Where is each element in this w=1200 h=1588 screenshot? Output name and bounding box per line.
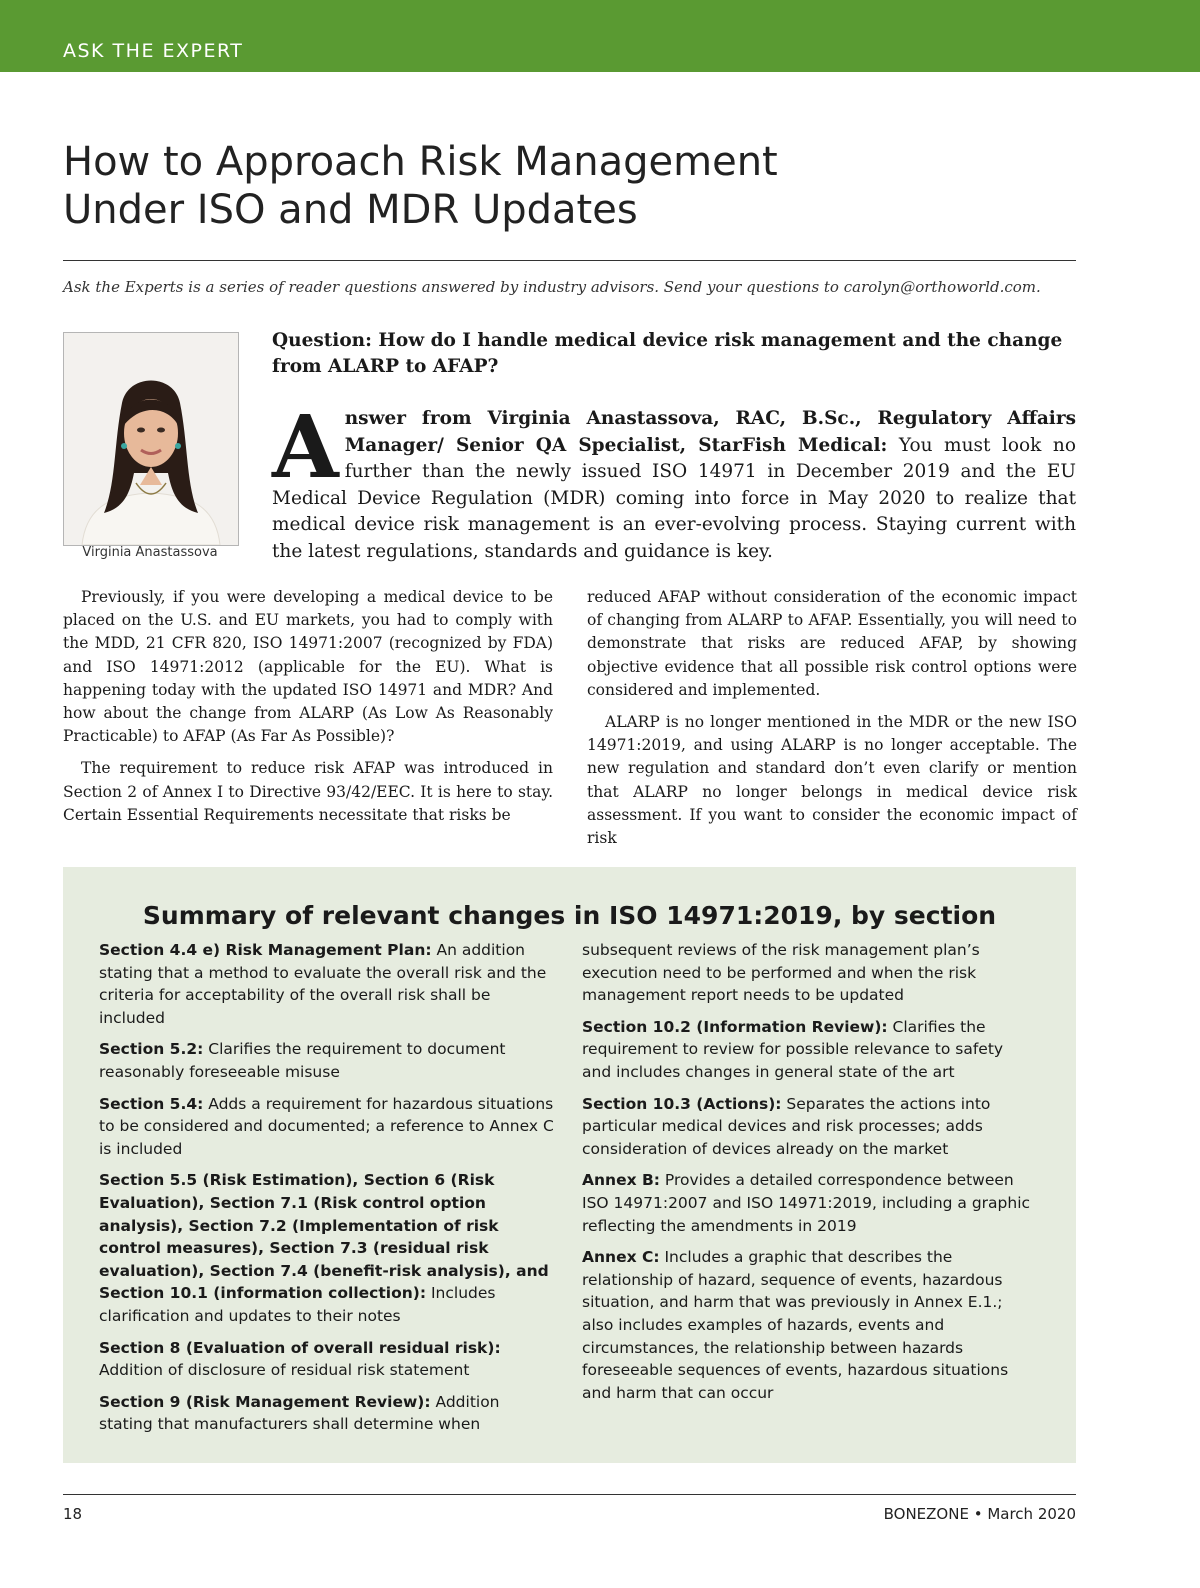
answer-lead: nswer from Virginia Anastassova, RAC, B.Sc., Regulatory Affairs Manager/ Senior QA Specialist, StarFish Medical: — [344, 408, 1076, 456]
footer-divider — [63, 1494, 1076, 1495]
drop-cap: A — [272, 397, 339, 498]
sidebar-item-text: Addition stating that manufacturers shall determine when — [99, 1392, 500, 1434]
sidebar-item-label: Section 5.5 (Risk Estimation), Section 6 (Risk Evaluation), Section 7.1 (Risk control option analysis), Section 7.2 (Implementation of risk control measures), Section 7.3 (residual risk evaluation), Section 7.4 (benefit-risk analysis), and Section 10.1 (information collection): — [99, 1171, 549, 1303]
sidebar-item — [99, 1093, 554, 1161]
body-paragraph: ALARP is no longer mentioned in the MDR or the new ISO 14971:2019, and using ALARP is no longer acceptable. The new regulation and standard don’t even clarify or mention that ALARP no longer belongs in medical device risk assessment. If you want to consider the economic impact of risk — [587, 713, 1077, 848]
summary-sidebar — [63, 867, 1076, 1463]
sidebar-item-text: Clarifies the requirement to document reasonably foreseeable misuse — [99, 1040, 506, 1081]
sidebar-column-right — [582, 939, 1037, 1413]
sidebar-item-text: Includes clarification and updates to their notes — [99, 1284, 496, 1325]
answer-body: You must look no further than the newly issued ISO 14971 in December 2019 and the EU Medical Device Regulation (MDR) coming into force in May 2020 to realize that medical device risk management is an ever-evolving process. Staying current with the latest regulations, standards and guidance is key. — [272, 434, 1076, 562]
sidebar-item-label: Section 4.4 e) Risk Management Plan: — [99, 941, 432, 959]
sidebar-item-text: Separates the actions into particular medical devices and risk processes; adds consideration of devices already on the market — [582, 1094, 991, 1158]
sidebar-item — [582, 1093, 1037, 1161]
answer-paragraph — [272, 397, 1076, 565]
sidebar-item-label: Annex C: — [582, 1248, 660, 1267]
body-column-right — [587, 586, 1077, 859]
sidebar-item-label: Section 5.2: — [99, 1040, 204, 1059]
sidebar-item — [99, 939, 554, 1029]
sidebar-continuation: subsequent reviews of the risk management plan’s execution need to be performed and when the risk management report needs to be updated — [582, 941, 980, 1005]
page-number: 18 — [63, 1505, 83, 1523]
question-text: Question: How do I handle medical device risk management and the change from ALARP to AFAP? — [272, 330, 1063, 377]
sidebar-item — [99, 1038, 554, 1083]
article-title-line-1: How to Approach Risk Management — [63, 139, 778, 185]
sidebar-item — [99, 1337, 554, 1382]
article-title-line-2: Under ISO and MDR Updates — [63, 187, 638, 233]
sidebar-item-text: An addition stating that a method to evaluate the overall risk and the criteria for acceptability of the overall risk shall be included — [99, 941, 547, 1027]
body-column-left — [63, 586, 553, 836]
sidebar-item-text: Provides a detailed correspondence between ISO 14971:2007 and ISO 14971:2019, including a graphic reflecting the amendments in 2019 — [582, 1171, 1031, 1235]
photo-caption: Virginia Anastassova — [82, 545, 218, 560]
sidebar-item-label: Section 10.2 (Information Review): — [582, 1017, 888, 1036]
sidebar-item — [582, 1016, 1037, 1084]
intro-text: Ask the Experts is a series of reader questions answered by industry advisors. Send your questions to carolyn@orthoworld.com. — [63, 278, 1041, 296]
section-banner — [0, 0, 1200, 72]
sidebar-item-label: Section 9 (Risk Management Review): — [99, 1392, 431, 1411]
sidebar-item-text: Clarifies the requirement to review for possible relevance to safety and includes changes in general state of the art — [582, 1017, 1004, 1081]
sidebar-item-text: Includes a graphic that describes the relationship of hazard, sequence of events, hazardous situation, and harm that was previously in Annex E.1.; also includes examples of hazards, events and circumstances, the relationship between hazards foreseeable sequences of events, hazardous situations and harm that can occur — [582, 1248, 1009, 1402]
publication-info: BONEZONE • March 2020 — [883, 1505, 1076, 1523]
sidebar-item-text: Addition of disclosure of residual risk statement — [99, 1361, 470, 1380]
sidebar-item-label: Annex B: — [582, 1171, 660, 1190]
article-title — [63, 138, 1076, 234]
author-photo — [63, 332, 239, 546]
sidebar-item — [582, 1246, 1037, 1404]
title-divider — [63, 260, 1076, 261]
sidebar-item-label: Section 5.4: — [99, 1094, 204, 1113]
section-label: ASK THE EXPERT — [63, 40, 244, 62]
body-paragraph: reduced AFAP without consideration of the economic impact of changing from ALARP to AFAP. Essentially, you will need to demonstrate that risks are reduced AFAP, by showing objective evidence that all possible risk control options were considered and implemented. — [587, 588, 1077, 699]
body-paragraph: The requirement to reduce risk AFAP was introduced in Section 2 of Annex I to Directive 93/42/EEC. It is here to stay. Certain Essential Requirements necessitate that risks be — [63, 759, 553, 824]
sidebar-column-left — [99, 939, 554, 1445]
sidebar-item-text: Adds a requirement for hazardous situations to be considered and documented; a reference to Annex C is included — [99, 1094, 554, 1158]
sidebar-item — [99, 1169, 554, 1327]
sidebar-item-label: Section 8 (Evaluation of overall residual risk): — [99, 1338, 501, 1357]
sidebar-item — [99, 1391, 554, 1436]
sidebar-item — [582, 1169, 1037, 1237]
body-paragraph: Previously, if you were developing a medical device to be placed on the U.S. and EU markets, you had to comply with the MDD, 21 CFR 820, ISO 14971:2007 (recognized by FDA) and ISO 14971:2012 (applicable for the EU). What is happening today with the updated ISO 14971 and MDR? And how about the change from ALARP (As Low As Reasonably Practicable) to AFAP (As Far As Possible)? — [63, 588, 553, 746]
author-portrait-illustration — [64, 333, 238, 545]
sidebar-item-label: Section 10.3 (Actions): — [582, 1094, 782, 1113]
sidebar-title: Summary of relevant changes in ISO 14971:2019, by section — [142, 901, 997, 930]
